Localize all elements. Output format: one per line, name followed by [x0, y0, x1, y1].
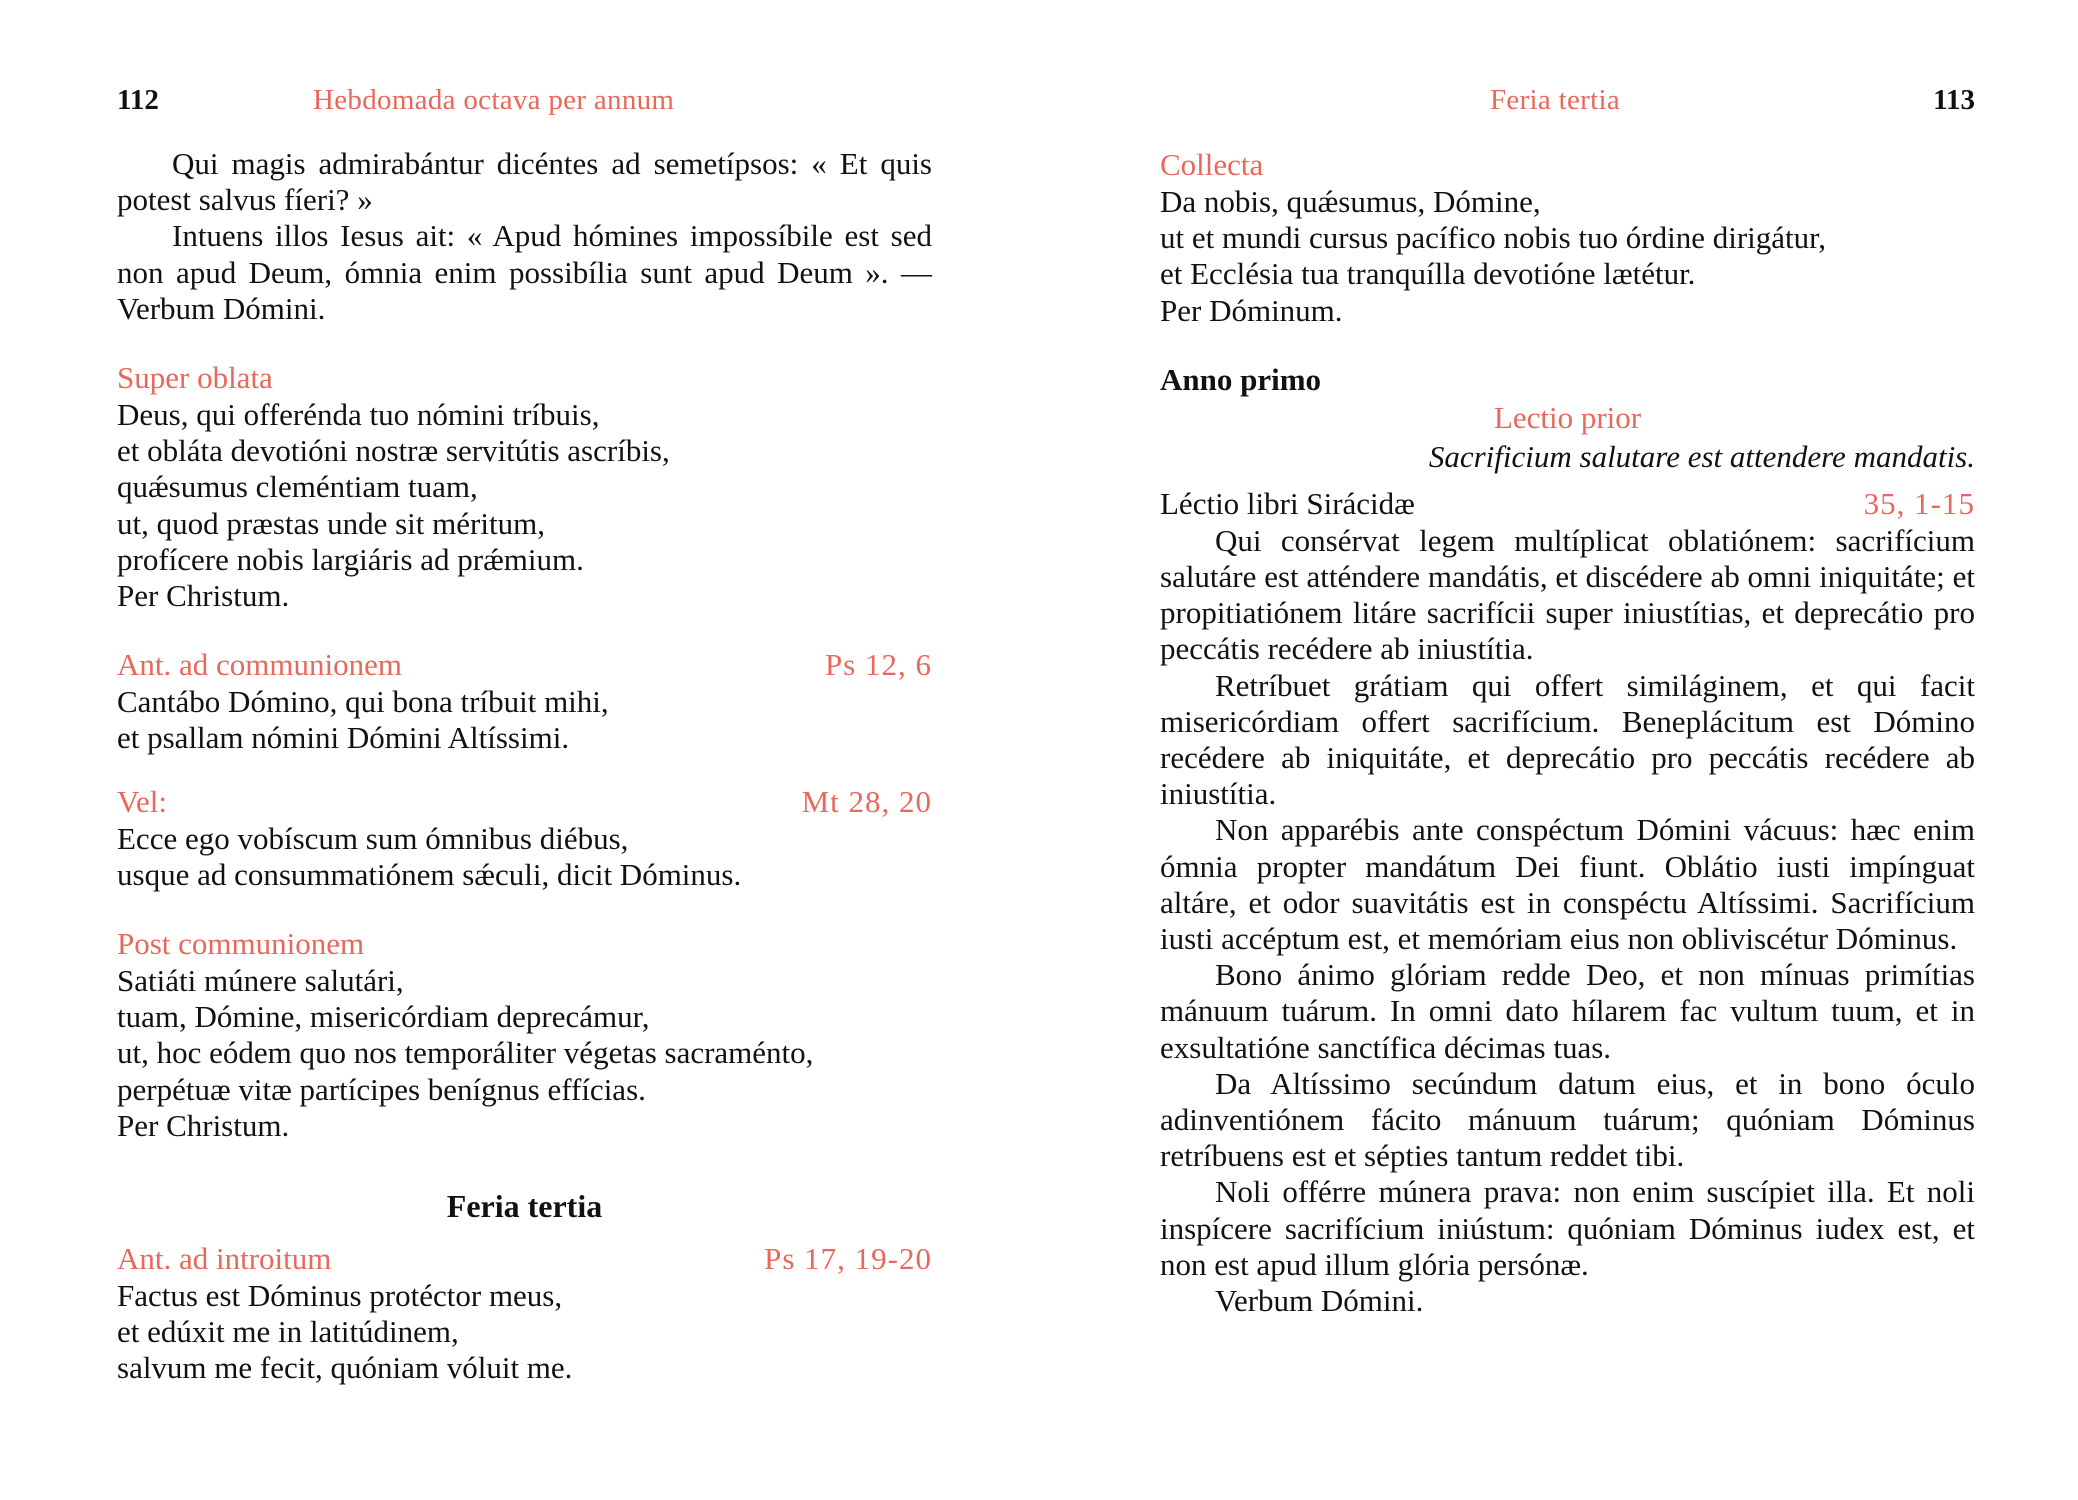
left-body	[117, 146, 932, 1387]
ant-introitum-text: Factus est Dóminus protéctor meus, et edúxit me in latitúdinem, salvum me fecit, quóniam vóluit me.	[117, 1278, 573, 1386]
super-oblata-text: Deus, qui offerénda tuo nómini tríbuis, et obláta devotióni nostræ servitútis ascríbis, quǽsumus cleméntiam tuam, ut, quod præstas unde sit méritum, profícere nobis largiáris ad prǽmium. Per Christum.	[117, 397, 670, 614]
right-header	[1160, 84, 1975, 126]
scripture-reference: Ps 17, 19-20	[764, 1241, 932, 1277]
post-communionem-heading: Post communionem	[117, 926, 365, 962]
vel-text: Ecce ego vobíscum sum ómnibus diébus, usque ad consummatiónem sǽculi, dicit Dóminus.	[117, 820, 742, 892]
running-title: Hebdomada octava per annum	[313, 84, 675, 116]
ant-communionem-text: Cantábo Dómino, qui bona tríbuit mihi, et psallam nómini Dómini Altíssimi.	[117, 684, 609, 756]
scripture-reference: Mt 28, 20	[801, 783, 932, 819]
reading-summary: Sacrificium salutare est attendere mandatis.	[1428, 438, 1975, 474]
super-oblata-heading: Super oblata	[117, 360, 273, 396]
right-body	[1160, 146, 1975, 1319]
ant-communionem-heading: Ant. ad communionem Ps 12, 6	[117, 647, 932, 683]
reading-paragraph: Non apparébis ante conspéctum Dómini vácuus: hæc enim ómnia propter mandátum Dei fiunt. Oblátio iusti impínguat altáre, et odor suavitátis est in conspéctu Altíssimi. Sacrifícium iusti accéptum est, et memóriam eius non obliviscétur Dóminus.	[1160, 812, 1975, 957]
scripture-reference: Ps 12, 6	[824, 647, 932, 683]
lectio-prior-heading: Lectio prior	[1493, 399, 1642, 435]
gospel-paragraph: Qui magis admirabántur dicéntes ad semetípsos: « Et quis potest salvus fíeri? »	[117, 146, 932, 218]
ant-introitum-heading: Ant. ad introitum Ps 17, 19-20	[117, 1241, 932, 1277]
feria-title: Feria tertia	[446, 1188, 603, 1225]
reading-conclusion: Verbum Dómini.	[1215, 1283, 1424, 1319]
reading-paragraph: Da Altíssimo secúndum datum eius, et in bono óculo adinventiónem fácito mánuum tuárum; quóniam Dóminus retríbuens est et sépties tantum reddet tibi.	[1160, 1065, 1975, 1174]
collecta-text: Da nobis, quǽsumus, Dómine, ut et mundi cursus pacífico nobis tuo órdine dirigátur, et Ecclésia tua tranquílla devotióne lætétur. Per Dóminum.	[1160, 184, 1826, 328]
post-communionem-text: Satiáti múnere salutári, tuam, Dómine, misericórdiam deprecámur, ut, hoc eódem quo nos temporáliter végetas sacraménto, perpétuæ vitæ partícipes benígnus effícias. Per Christum.	[117, 963, 814, 1143]
reading-paragraph: Qui consérvat legem multíplicat oblatiónem: sacrifícium salutáre est atténdere mandátis, et discédere ab omni iniquitáte; et propitiatiónem litáre sacrifícii super iniustítias, et deprecátio pro peccátis recédere ab iniustítia.	[1160, 522, 1975, 667]
right-page	[1160, 0, 1975, 1500]
collecta-heading: Collecta	[1160, 147, 1264, 182]
reading-paragraph: Retríbuet grátiam qui offert similáginem, et qui facit misericórdiam offert sacrifícium. Beneplácitum est Dómino recédere ab iniquitáte, et deprecátio pro peccátis recédere ab iniustítia.	[1160, 667, 1975, 812]
running-title: Feria tertia	[1490, 84, 1621, 116]
reading-paragraph: Noli offérre múnera prava: non enim suscípiet illa. Et noli inspícere sacrifícium iniústum: quóniam Dóminus iudex est, et non est apud illum glória persónæ.	[1160, 1174, 1975, 1282]
page-number: 113	[1933, 84, 1975, 116]
page-number: 112	[117, 84, 159, 116]
vel-heading: Vel: Mt 28, 20	[117, 783, 932, 819]
anno-primo-heading: Anno primo	[1160, 361, 1322, 397]
left-page	[117, 0, 932, 1500]
gospel-paragraph: Intuens illos Iesus ait: « Apud hómines impossíbile est sed non apud Deum, ómnia enim possibília sunt apud Deum ». — Verbum Dómini.	[117, 218, 932, 326]
left-header	[117, 84, 932, 126]
reading-paragraph: Bono ánimo glóriam redde Deo, et non mínuas primítias mánuum tuárum. In omni dato hílarem fac vultum tuum, et in exsultatióne sanctífica décimas tuas.	[1160, 957, 1975, 1065]
reading-incipit: Léctio libri Sirácidæ 35, 1-15	[1160, 485, 1975, 521]
scripture-reference: 35, 1-15	[1863, 485, 1975, 521]
